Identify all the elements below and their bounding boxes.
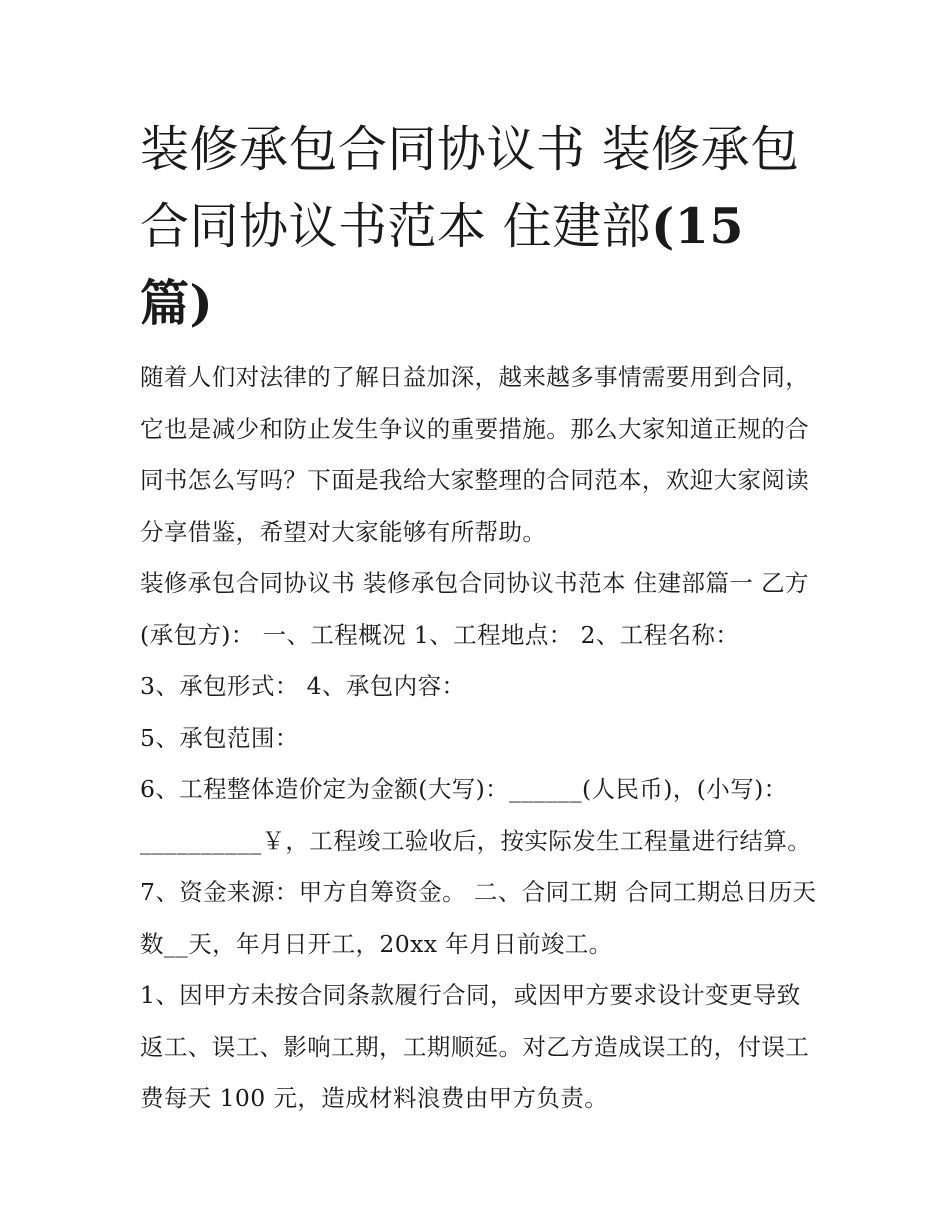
document-title [140,112,820,342]
body-paragraph-funding-schedule: 7、资金来源：甲方自筹资金。 二、合同工期 合同工期总日历天数__天，年月日开工，20xx 年月日前竣工。 [140,878,817,958]
body-paragraph-contract-price: 6、工程整体造价定为金额(大写)：______(人民币)，(小写)：__________￥，工程竣工验收后，按实际发生工程量进行结算。 [140,775,812,855]
body-paragraph-contract-heading: 装修承包合同协议书 装修承包合同协议书范本 住建部篇一 乙方(承包方)： 一、工程概况 1、工程地点： 2、工程名称： [140,569,809,649]
body-paragraph-contract-scope: 5、承包范围： [140,723,299,752]
document-page [140,112,820,1125]
body-paragraph-delay-terms: 1、因甲方未按合同条款履行合同，或因甲方要求设计变更导致返工、误工、影响工期，工期顺延。对乙方造成误工的，付误工费每天 100 元，造成材料浪费由甲方负责。 [140,981,810,1112]
body-paragraph-contract-form: 3、承包形式： 4、承包内容： [140,672,466,700]
title-count: (15 篇) [140,197,744,332]
intro-paragraph: 随着人们对法律的了解日益加深，越来越多事情需要用到合同，它也是减少和防止发生争议的重要措施。那么大家知道正规的合同书怎么写吗？下面是我给大家整理的合同范本，欢迎大家阅读分享借鉴，希望对大家能够有所帮助。 [140,363,810,546]
title-text: 装修承包合同协议书 装修承包合同协议书范本 住建部 [140,121,800,255]
